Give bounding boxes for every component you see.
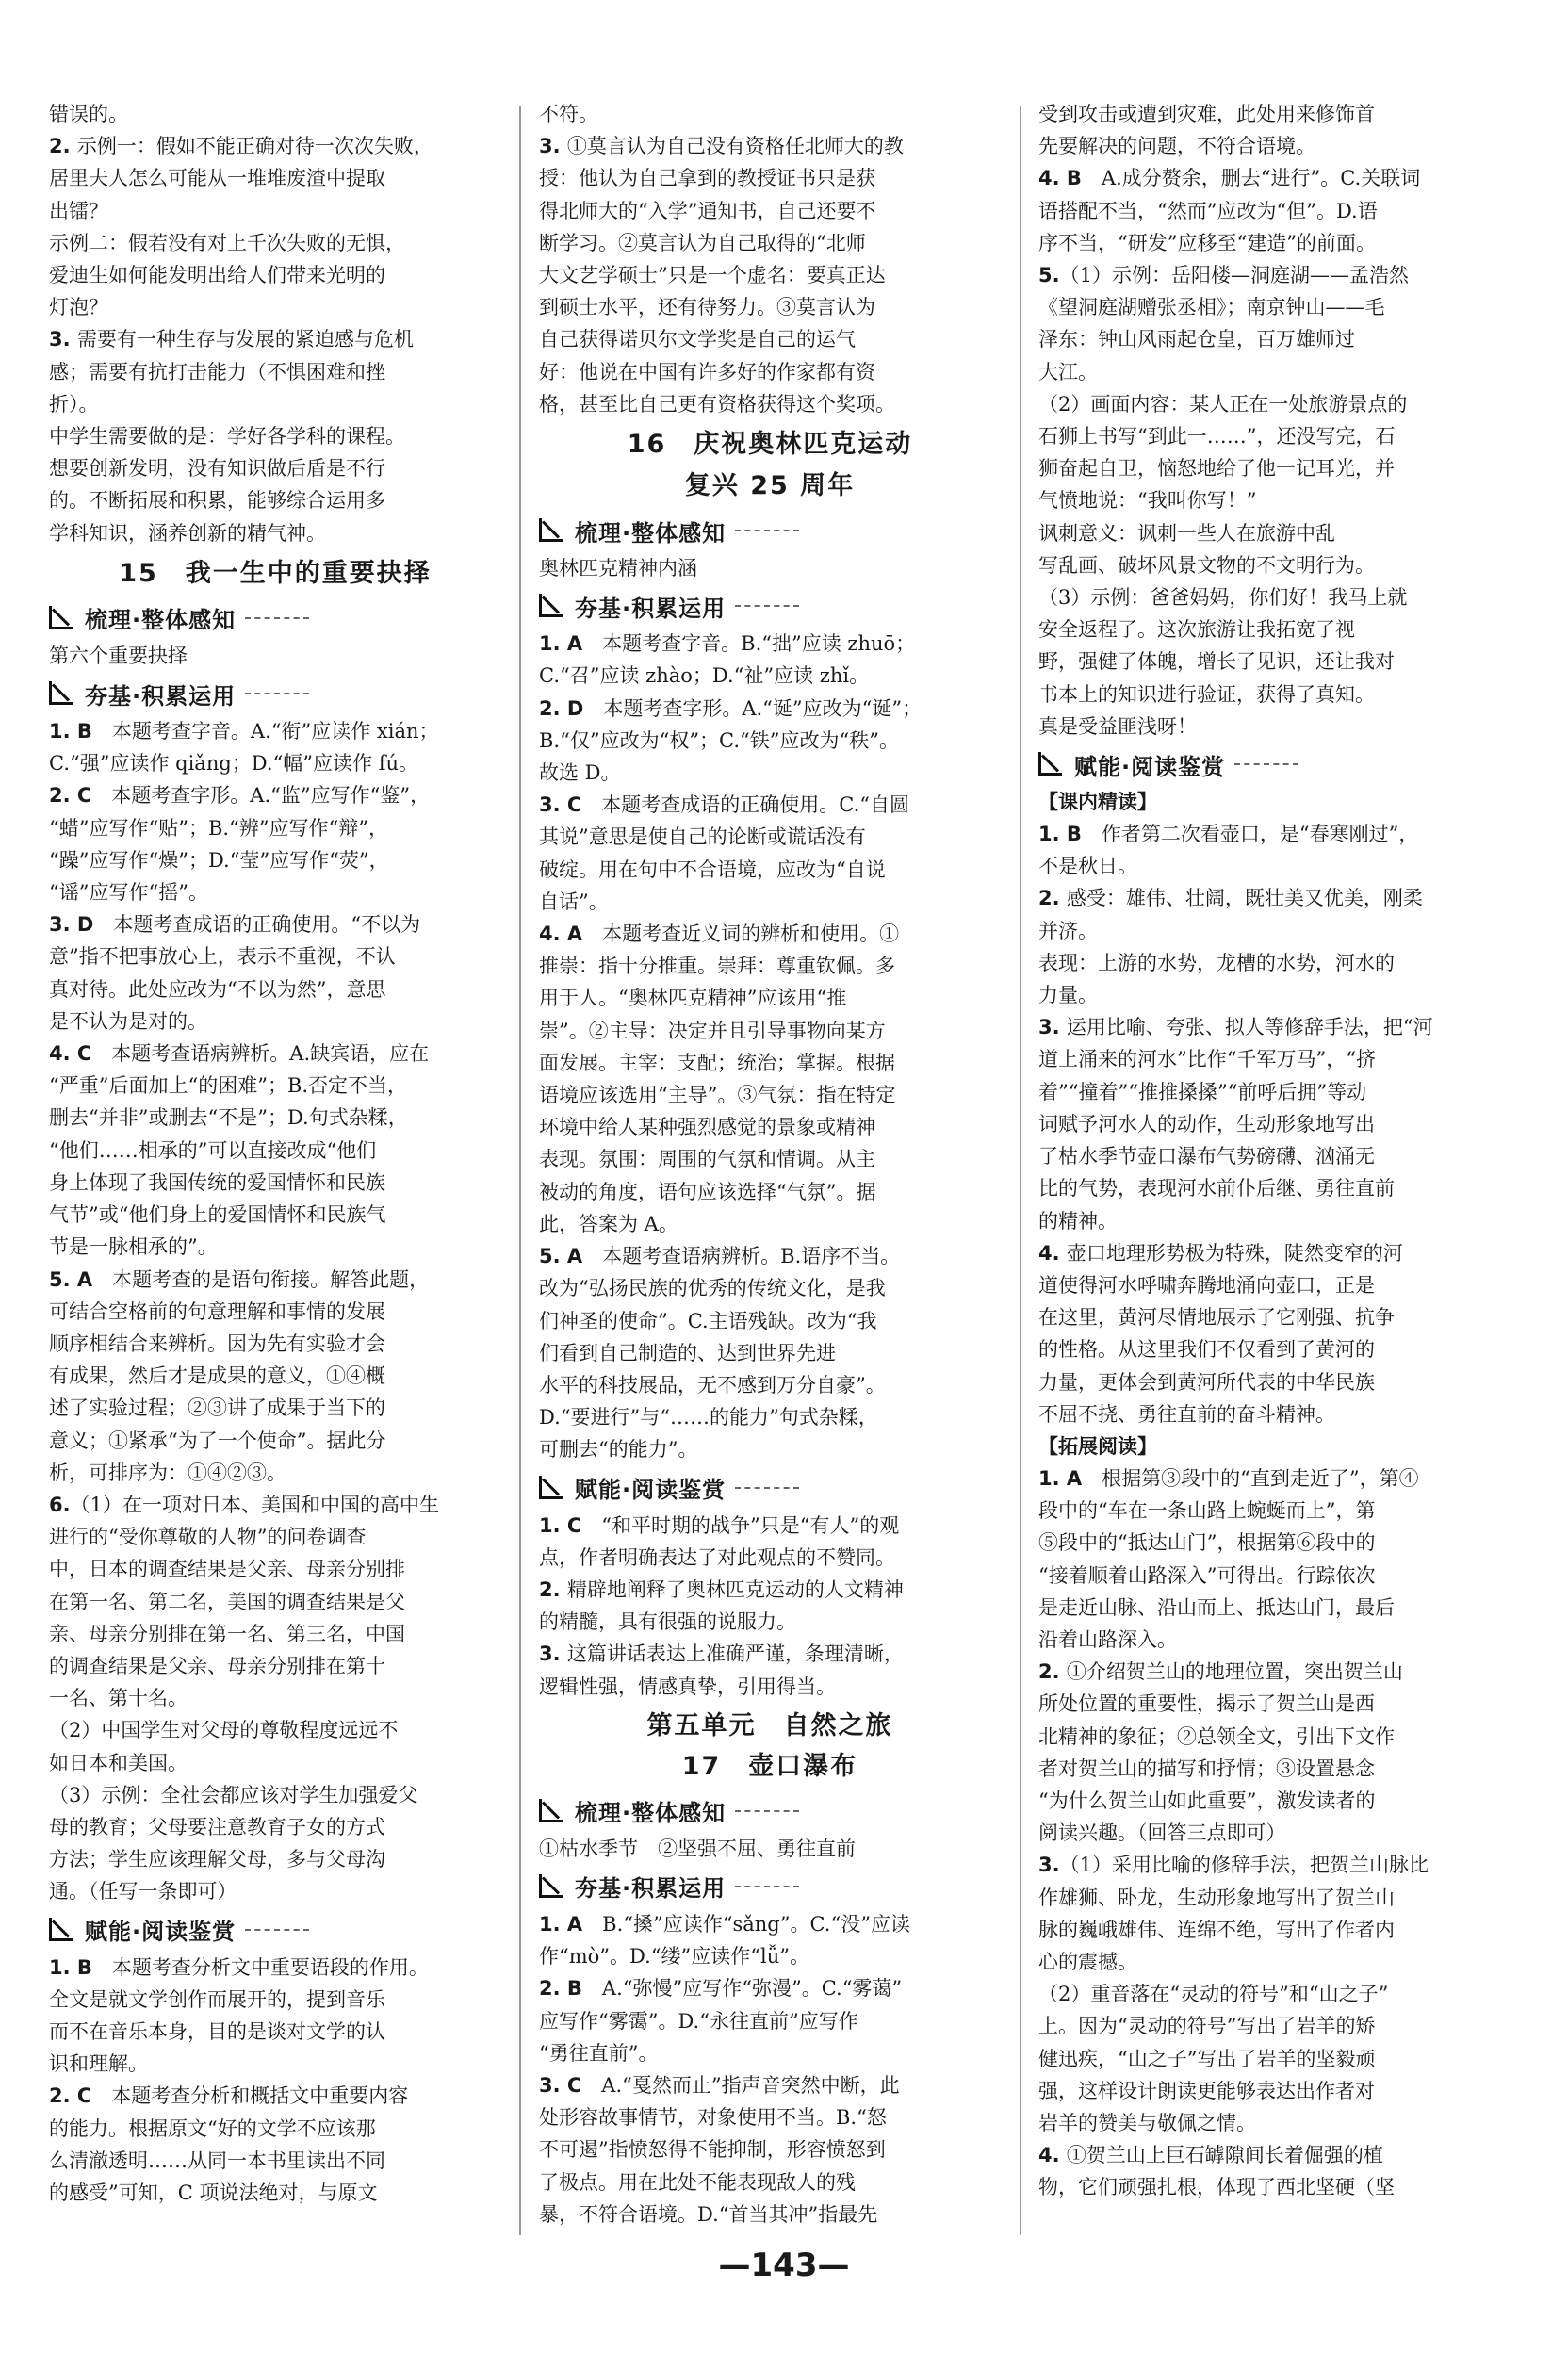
answer-line: 词赋予河水人的动作，生动形象地写出 — [1038, 1112, 1375, 1136]
item-number: 3. — [1038, 1016, 1067, 1039]
answer-line: 识和理解。 — [49, 2052, 148, 2076]
item-number: 1. C — [539, 1513, 582, 1537]
answer-line: 出镭？ — [49, 199, 108, 222]
answer-line: 的性格。从这里我们不仅看到了黄河的 — [1038, 1338, 1375, 1362]
answer-line: 3. 需要有一种生存与发展的紧迫感与危机 — [49, 328, 414, 351]
lesson-title: 15 我一生中的重要抉择 — [119, 558, 432, 588]
answer-line: 岩羊的赞美与敬佩之情。 — [1038, 2111, 1256, 2134]
answer-line: 逻辑性强，情感真挚，引用得当。 — [539, 1675, 836, 1698]
answer-line: 爱迪生如何能发明出给人们带来光明的 — [49, 264, 385, 287]
answer-line: “严重”后面加上“的困难”；B.否定不当， — [49, 1074, 408, 1098]
answer-line: 者对贺兰山的描写和抒情；③设置悬念 — [1038, 1757, 1375, 1780]
answer-line: 可结合空格前的句意理解和事情的发展 — [49, 1299, 385, 1323]
dashed-divider — [735, 1810, 799, 1812]
section-header — [49, 676, 501, 711]
answer-line: C.“召”应读 zhào；D.“祉”应读 zhǐ。 — [539, 664, 870, 688]
answer-line: 是不认为是对的。 — [49, 1009, 207, 1033]
answer-line: C.“强”应读作 qiǎng；D.“幅”应读作 fú。 — [49, 752, 418, 776]
answer-line: 书本上的知识进行验证，获得了真知。 — [1038, 682, 1375, 706]
item-number: 6. — [49, 1493, 71, 1516]
answer-line: （2）重音落在“灵动的符号”和“山之子” — [1038, 1983, 1389, 2006]
answer-line: 的感受”可知，C 项说法绝对，与原文 — [49, 2181, 378, 2204]
answer-line: 1. B 本题考查分析文中重要语段的作用。 — [49, 1955, 429, 1979]
answer-line: 到硕士水平，还有待努力。③莫言认为 — [539, 296, 875, 319]
answer-line: 环境中给人某种强烈感觉的景象或精神 — [539, 1116, 875, 1139]
answer-line: 4. 壶口地理形势极为特殊，陡然变窄的河 — [1038, 1241, 1403, 1265]
answer-line: 语搭配不当，“然而”应改为“但”。D.语 — [1038, 199, 1378, 222]
item-number: 4. B — [1038, 167, 1082, 190]
item-number: 4. — [1038, 1241, 1067, 1265]
item-number: 2. B — [539, 1977, 582, 2001]
answer-line: 示例二：假若没有对上千次失败的无惧， — [49, 231, 405, 254]
answer-line: 母的教育；父母要注意教育子女的方式 — [49, 1815, 385, 1838]
answer-line: 好：他说在中国有许多好的作家都有资 — [539, 360, 875, 384]
answer-line: 点，作者明确表达了对此观点的不赞同。 — [539, 1545, 895, 1569]
answer-line: 强，这样设计朗读更能够表达出作者对 — [1038, 2079, 1375, 2102]
arrow-icon — [49, 681, 74, 706]
answer-line: 安全返程了。这次旅游让我拓宽了视 — [1038, 618, 1355, 642]
section-label: 赋能·阅读鉴赏 — [85, 1919, 237, 1946]
answer-line: 作雄狮、卧龙，生动形象地写出了贺兰山 — [1038, 1886, 1395, 1909]
answer-line: 2. C 本题考查字形。A.“监”应写作“鉴”， — [49, 784, 431, 808]
section-header — [539, 1793, 1001, 1829]
dashed-divider — [245, 617, 309, 619]
item-number: 3. — [1038, 1854, 1060, 1877]
answer-line: 授：他认为自己拿到的教授证书只是获 — [539, 167, 875, 190]
subsection-label: 【拓展阅读】 — [1038, 1434, 1157, 1458]
answer-line: “躁”应写作“燥”；D.“莹”应写作“荧”， — [49, 848, 389, 872]
answer-line: 此，答案为 A。 — [539, 1212, 678, 1235]
answer-line: 所处位置的重要性，揭示了贺兰山是西 — [1038, 1692, 1375, 1716]
section-label: 梳理·整体感知 — [575, 1800, 727, 1827]
item-number: 3. C — [539, 2073, 582, 2097]
answer-line: “接着顺着山路深入”可得出。行踪依次 — [1038, 1563, 1376, 1587]
answer-line: 故选 D。 — [539, 761, 621, 785]
answer-line: 应写作“雾霭”。D.“永往直前”应写作 — [539, 2009, 858, 2033]
item-number: 5. A — [539, 1245, 583, 1268]
section-header — [49, 1912, 501, 1948]
dashed-divider — [245, 693, 309, 694]
answer-line: 真对待。此处应改为“不以为然”，意思 — [49, 977, 386, 1001]
text-block — [539, 98, 1001, 420]
answer-line: 改为“弘扬民族的优秀的传统文化，是我 — [539, 1277, 886, 1300]
text-block — [49, 715, 501, 1908]
answer-line: 狮奋起自卫，恼怒地给了他一记耳光，并 — [1038, 457, 1395, 481]
answer-line: 们神圣的使命”。C.主语残缺。改为“我 — [539, 1309, 877, 1332]
answer-line: “蜡”应写作“贴”；B.“辨”应写作“辩”， — [49, 816, 388, 840]
page-number: —143— — [718, 2247, 850, 2284]
answer-line: 3. 这篇讲话表达上准确严谨，条理清晰， — [539, 1642, 904, 1666]
subsection-label: 【课内精读】 — [1038, 791, 1157, 814]
answer-line: 道使得河水呼啸奔腾地涌向壶口，正是 — [1038, 1273, 1375, 1297]
answer-line: 《望洞庭湖赠张丞相》；南京钟山——毛 — [1038, 296, 1385, 319]
dashed-divider — [735, 530, 799, 531]
answer-line: 不屈不挠、勇往直前的奋斗精神。 — [1038, 1402, 1335, 1426]
answer-line: 得北师大的“入学”通知书，自己还要不 — [539, 199, 876, 222]
answer-line: B.“仅”应改为“权”；C.“铁”应改为“秩”。 — [539, 728, 899, 752]
answer-line: 2. 精辟地阐释了奥林匹克运动的人文精神 — [539, 1577, 904, 1601]
item-number: 2. — [539, 1577, 567, 1601]
answer-line: 2. 感受：雄伟、壮阔，既壮美又优美，刚柔 — [1038, 887, 1423, 910]
answer-line: 被动的角度，语句应该选择“气氛”。据 — [539, 1180, 876, 1203]
answer-line: D.“要进行”与“……的能力”句式杂糅， — [539, 1406, 878, 1430]
answer-line: 了极点。用在此处不能表现敌人的残 — [539, 2170, 856, 2194]
section-header — [1038, 746, 1508, 782]
text-block — [49, 1952, 501, 2210]
column-divider — [1020, 106, 1021, 2235]
answer-line: 1. B 本题考查字音。A.“衔”应读作 xián； — [49, 720, 439, 743]
answer-line: 讽刺意义：讽刺一些人在旅游中乱 — [1038, 521, 1335, 545]
answer-line: 大江。 — [1038, 360, 1098, 384]
arrow-icon — [539, 1799, 564, 1823]
answer-line: 力量，更体会到黄河所代表的中华民族 — [1038, 1370, 1375, 1394]
item-number: 2. — [1038, 1660, 1067, 1684]
text-block — [49, 98, 501, 549]
item-number: 3. D — [49, 913, 94, 937]
answer-line: 石狮上书写“到此一……”，还没写完，石 — [1038, 425, 1396, 449]
section-header — [539, 1869, 1001, 1904]
answer-line: 学科知识，涵养创新的精气神。 — [49, 521, 326, 545]
answer-line: 顺序相结合来辨析。因为先有实验才会 — [49, 1332, 385, 1355]
answer-column-2 — [539, 98, 1001, 2230]
answer-line: “为什么贺兰山如此重要”，激发读者的 — [1038, 1789, 1376, 1812]
answer-line: 感；需要有抗打击能力（不惧困难和挫 — [49, 360, 385, 384]
answer-line: 2. D 本题考查字形。A.“诞”应改为“诞”； — [539, 696, 923, 720]
answer-line: 的调查结果是父亲、母亲分别排在第十 — [49, 1654, 385, 1677]
answer-line: 不符。 — [539, 103, 598, 125]
answer-line: （3）示例：爸爸妈妈，你们好！我马上就 — [1038, 586, 1408, 610]
answer-line: 亲、母亲分别排在第一名、第三名，中国 — [49, 1622, 405, 1645]
answer-line: 在这里，黄河尽情地展示了它刚强、抗争 — [1038, 1306, 1395, 1330]
item-number: 2. D — [539, 696, 584, 720]
answer-line: 不是秋日。 — [1038, 855, 1137, 878]
answer-line: 奥林匹克精神内涵 — [539, 557, 697, 580]
item-number: 1. B — [1038, 823, 1082, 846]
item-number: 3. C — [539, 793, 582, 817]
answer-line: 2. B A.“弥慢”应写作“弥漫”。C.“雾蔼” — [539, 1977, 903, 2001]
item-number: 4. A — [539, 923, 583, 946]
text-block — [1038, 98, 1508, 743]
item-number: 2. — [1038, 887, 1067, 910]
answer-line: 大文艺学硕士”只是一个虚名：要真正达 — [539, 264, 886, 287]
lesson-title: 16 庆祝奥林匹克运动 — [627, 430, 913, 460]
answer-line: 3. D 本题考查成语的正确使用。“不以为 — [49, 913, 421, 937]
answer-line: 格，甚至比自己更有资格获得这个奖项。 — [539, 392, 895, 416]
item-number: 4. — [1038, 2144, 1067, 2167]
answer-line: 着”“撞着”“推推搡搡”“前呼后拥”等动 — [1038, 1080, 1367, 1103]
answer-line: 写乱画、破坏风景文物的不文明行为。 — [1038, 553, 1375, 577]
answer-line: 2. 示例一：假如不能正确对待一次次失败， — [49, 135, 433, 158]
answer-line: 的精神。 — [1038, 1209, 1118, 1233]
answer-line: 其说”意思是使自己的论断或谎话没有 — [539, 825, 866, 849]
section-header — [539, 1470, 1001, 1506]
answer-line: 3. ①莫言认为自己没有资格任北师大的教 — [539, 135, 904, 158]
answer-line: 想要创新发明，没有知识做后盾是不行 — [49, 457, 385, 481]
section-label: 夯基·积累运用 — [575, 1875, 727, 1903]
answer-line: 是走近山脉、沿山而上、抵达山门，最后 — [1038, 1595, 1395, 1619]
item-number: 1. B — [49, 720, 92, 743]
item-number: 2. — [49, 135, 77, 158]
answer-line: 2. ①介绍贺兰山的地理位置，突出贺兰山 — [1038, 1660, 1403, 1684]
text-block — [1038, 1462, 1508, 2204]
item-number: 2. C — [49, 784, 92, 808]
answer-line: 自话”。 — [539, 890, 609, 913]
answer-column-1 — [49, 98, 501, 2209]
answer-line: 5. A 本题考查的是语句衔接。解答此题， — [49, 1267, 430, 1291]
answer-line: 3. C A.“戛然而止”指声音突然中断，此 — [539, 2073, 900, 2097]
answer-line: （3）示例：全社会都应该对学生加强爱父 — [49, 1783, 418, 1806]
lesson-title: 17 壶口瀑布 — [681, 1751, 858, 1781]
answer-line: 处形容故事情节，对象使用不当。B.“怒 — [539, 2106, 887, 2130]
answer-line: 节是一脉相承的”。 — [49, 1235, 218, 1259]
answer-line: 1. A 根据第③段中的“直到走近了”，第④ — [1038, 1466, 1419, 1490]
answer-line: 心的震撼。 — [1038, 1950, 1137, 1973]
answer-line: “勇往直前”。 — [539, 2041, 659, 2065]
section-label: 赋能·阅读鉴赏 — [1074, 753, 1226, 780]
answer-column-3 — [1038, 98, 1508, 2204]
arrow-icon — [49, 1918, 74, 1942]
text-block — [539, 628, 1001, 1465]
answer-line: 了枯水季节壶口瀑布气势磅礴、汹涌无 — [1038, 1145, 1375, 1168]
section-label: 夯基·积累运用 — [575, 595, 727, 622]
answer-line: 2. C 本题考查分析和概括文中重要内容 — [49, 2084, 409, 2108]
answer-line: ⑤段中的“抵达山门”，根据第⑥段中的 — [1038, 1531, 1376, 1555]
answer-line: 们看到自己制造的、达到世界先进 — [539, 1341, 836, 1364]
answer-line: 3. C 本题考查成语的正确使用。C.“自圆 — [539, 793, 910, 817]
answer-line: 表现：上游的水势，龙槽的水势，河水的 — [1038, 951, 1395, 974]
answer-line: 推崇：指十分推重。崇拜：尊重钦佩。多 — [539, 955, 895, 978]
section-header — [49, 600, 501, 636]
arrow-icon — [49, 606, 74, 630]
answer-line: 一名、第十名。 — [49, 1687, 188, 1710]
item-number: 1. B — [49, 1955, 92, 1979]
answer-line: 面发展。主宰：支配；统治；掌握。根据 — [539, 1051, 895, 1074]
answer-line: 折）。 — [49, 392, 99, 416]
answer-line: “他们……相承的”可以直接改成“他们 — [49, 1138, 377, 1162]
answer-line: 段中的“车在一条山路上蜿蜒而上”，第 — [1038, 1499, 1376, 1523]
answer-line: 有成果，然后才是成果的意义，①④概 — [49, 1364, 385, 1388]
answer-line: 进行的“受你尊敬的人物”的问卷调查 — [49, 1526, 367, 1549]
answer-line: 方法；学生应该理解父母，多与父母沟 — [49, 1848, 385, 1871]
answer-line: 1. B 作者第二次看壶口，是“春寒刚过”， — [1038, 823, 1419, 846]
answer-line: 灯泡？ — [49, 296, 108, 319]
answer-line: 中，日本的调查结果是父亲、母亲分别排 — [49, 1558, 405, 1581]
answer-line: 物，它们顽强扎根，体现了西北坚硬（坚 — [1038, 2176, 1395, 2199]
item-number: 3. — [539, 135, 567, 158]
answer-line: 泽东：钟山风雨起仓皇，百万雄师过 — [1038, 328, 1355, 351]
arrow-icon — [539, 1874, 564, 1899]
answer-line: 而不在音乐本身，目的是谈对文学的认 — [49, 2019, 385, 2043]
answer-line: 删去“并非”或删去“不是”；D.句式杂糅， — [49, 1106, 408, 1130]
section-label: 梳理·整体感知 — [85, 607, 237, 634]
answer-line: 受到攻击或遭到灾难，此处用来修饰首 — [1038, 103, 1375, 125]
answer-line: 可删去“的能力”。 — [539, 1438, 698, 1462]
dashed-divider — [245, 1929, 309, 1931]
answer-line: 4. ①贺兰山上巨石罅隙间长着倔强的植 — [1038, 2144, 1383, 2167]
answer-line: 道上涌来的河水”比作“千军万马”，“挤 — [1038, 1048, 1376, 1071]
dashed-divider — [735, 1886, 799, 1887]
item-number: 3. — [49, 328, 77, 351]
answer-line: 暴，不符合语境。D.“首当其冲”指最先 — [539, 2202, 878, 2226]
answer-line: 表现。氛围：周围的气氛和情调。从主 — [539, 1148, 875, 1171]
answer-line: 全文是就文学创作而展开的，提到音乐 — [49, 1987, 385, 2011]
answer-line: 野，强健了体魄，增长了见识，还让我对 — [1038, 650, 1395, 674]
answer-line: 先要解决的问题，不符合语境。 — [1038, 135, 1315, 158]
answer-line: 自己获得诺贝尔文学奖是自己的运气 — [539, 328, 856, 351]
answer-line: 阅读兴趣。（回答三点即可） — [1038, 1822, 1286, 1845]
answer-line: 3. 运用比喻、夸张、拟人等修辞手法，把“河 — [1038, 1016, 1433, 1039]
answer-line: ①枯水季节 ②坚强不屈、勇往直前 — [539, 1837, 856, 1860]
answer-line: 通。（任写一条即可） — [49, 1880, 237, 1904]
answer-line: 并济。 — [1038, 919, 1098, 942]
answer-line: 6.（1）在一项对日本、美国和中国的高中生 — [49, 1493, 439, 1516]
answer-line: 序不当，“研发”应移至“建造”的前面。 — [1038, 231, 1376, 254]
answer-line: 崇”。②主导：决定并且引导事物向某方 — [539, 1019, 886, 1042]
answer-line: 北精神的象征；②总领全文，引出下文作 — [1038, 1724, 1395, 1748]
section-label: 夯基·积累运用 — [85, 682, 237, 710]
answer-line: （2）中国学生对父母的尊敬程度远远不 — [49, 1719, 399, 1742]
answer-line: 脉的巍峨雄伟、连绵不绝，写出了作者内 — [1038, 1918, 1395, 1941]
answer-line: 作“mò”。D.“缕”应读作“lǚ”。 — [539, 1945, 809, 1969]
text-block — [539, 1908, 1001, 2230]
answer-line: 的精髓，具有很强的说服力。 — [539, 1610, 796, 1634]
answer-line: 5.（1）示例：岳阳楼—洞庭湖——孟浩然 — [1038, 264, 1409, 287]
answer-line: 真是受益匪浅呀！ — [1038, 714, 1197, 738]
answer-line: （2）画面内容：某人正在一处旅游景点的 — [1038, 392, 1408, 416]
text-block — [539, 1510, 1001, 1703]
answer-line: 语境应该选用“主导”。③气氛：指在特定 — [539, 1084, 896, 1107]
answer-line: 力量。 — [1038, 984, 1098, 1007]
answer-line: 1. C “和平时期的战争”只是“有人”的观 — [539, 1513, 900, 1537]
answer-line: 的。不断拓展和积累，能够综合运用多 — [49, 489, 385, 513]
answer-line: 气愤地说：“我叫你写！” — [1038, 489, 1257, 513]
arrow-icon — [539, 1476, 564, 1500]
answer-line: 如日本和美国。 — [49, 1751, 188, 1774]
item-number: 5. — [1038, 264, 1060, 287]
answer-line: 比的气势，表现河水前仆后继、勇往直前 — [1038, 1177, 1395, 1201]
section-header — [539, 513, 1001, 548]
answer-line: 析，可排序为：①④②③。 — [49, 1461, 286, 1484]
dashed-divider — [735, 605, 799, 607]
answer-line: 居里夫人怎么可能从一堆堆废渣中提取 — [49, 167, 385, 190]
item-number: 2. C — [49, 2084, 92, 2108]
item-number: 1. A — [539, 1912, 583, 1936]
answer-line: 4. B A.成分赘余，删去“进行”。C.关联词 — [1038, 167, 1421, 190]
arrow-icon — [539, 518, 564, 543]
answer-line: 健迅疾，“山之子”写出了岩羊的坚毅顽 — [1038, 2047, 1376, 2070]
answer-line: 用于人。“奥林匹克精神”应该用“推 — [539, 987, 847, 1010]
answer-line: 述了实验过程；②③讲了成果于当下的 — [49, 1397, 385, 1420]
answer-line: 的能力。根据原文“好的文学不应该那 — [49, 2116, 376, 2140]
section-header — [539, 588, 1001, 624]
answer-line: 在第一名、第二名，美国的调查结果是父 — [49, 1590, 405, 1613]
answer-line: 1. A 本题考查字音。B.“拙”应读 zhuō； — [539, 632, 916, 656]
answer-line: 沿着山路深入。 — [1038, 1627, 1177, 1651]
arrow-icon — [1038, 752, 1063, 776]
item-number: 4. C — [49, 1042, 92, 1066]
answer-line: 意义；①紧承“为了一个使命”。据此分 — [49, 1429, 386, 1452]
answer-line: 水平的科技展品，无不感到万分自豪”。 — [539, 1373, 886, 1397]
answer-line: 断学习。②莫言认为自己取得的“北师 — [539, 231, 866, 254]
answer-line: 4. A 本题考查近义词的辨析和使用。① — [539, 923, 900, 946]
answer-line: “谣”应写作“摇”。 — [49, 881, 208, 905]
answer-line: 不可遏”指愤怒得不能抑制，形容愤怒到 — [539, 2138, 886, 2162]
dashed-divider — [1234, 763, 1298, 765]
item-number: 3. — [539, 1642, 567, 1666]
item-number: 5. A — [49, 1267, 93, 1291]
answer-line: 破绽。用在句中不合语境，应改为“自说 — [539, 858, 886, 881]
answer-line: 错误的。 — [49, 103, 128, 125]
item-number: 1. A — [539, 632, 583, 656]
answer-line: 4. C 本题考查语病辨析。A.缺宾语，应在 — [49, 1042, 430, 1066]
lesson-title-line2: 复兴 25 周年 — [684, 471, 856, 501]
answer-line: 上。因为“灵动的符号”写出了岩羊的矫 — [1038, 2015, 1376, 2038]
answer-line: 第六个重要抉择 — [49, 644, 188, 667]
unit-title: 第五单元 自然之旅 — [646, 1710, 893, 1740]
column-divider — [519, 106, 521, 2235]
answer-line: 中学生需要做的是：学好各学科的课程。 — [49, 425, 405, 449]
item-number: 1. A — [1038, 1466, 1083, 1490]
answer-line: 5. A 本题考查语病辨析。B.语序不当。 — [539, 1245, 901, 1268]
arrow-icon — [539, 594, 564, 618]
section-label: 赋能·阅读鉴赏 — [575, 1477, 727, 1504]
answer-line: 气节”或“他们身上的爱国情怀和民族气 — [49, 1203, 386, 1227]
section-label: 梳理·整体感知 — [575, 519, 727, 547]
answer-line: 么清澈透明……从同一本书里读出不同 — [49, 2149, 385, 2172]
answer-line: 身上体现了我国传统的爱国情怀和民族 — [49, 1170, 385, 1194]
dashed-divider — [735, 1487, 799, 1489]
answer-line: 意”指不把事放心上，表示不重视，不认 — [49, 945, 396, 969]
answer-line: 1. A B.“搡”应读作“sǎng”。C.“没”应读 — [539, 1912, 910, 1936]
text-block — [1038, 818, 1508, 1430]
answer-line: 3.（1）采用比喻的修辞手法，把贺兰山脉比 — [1038, 1854, 1429, 1877]
